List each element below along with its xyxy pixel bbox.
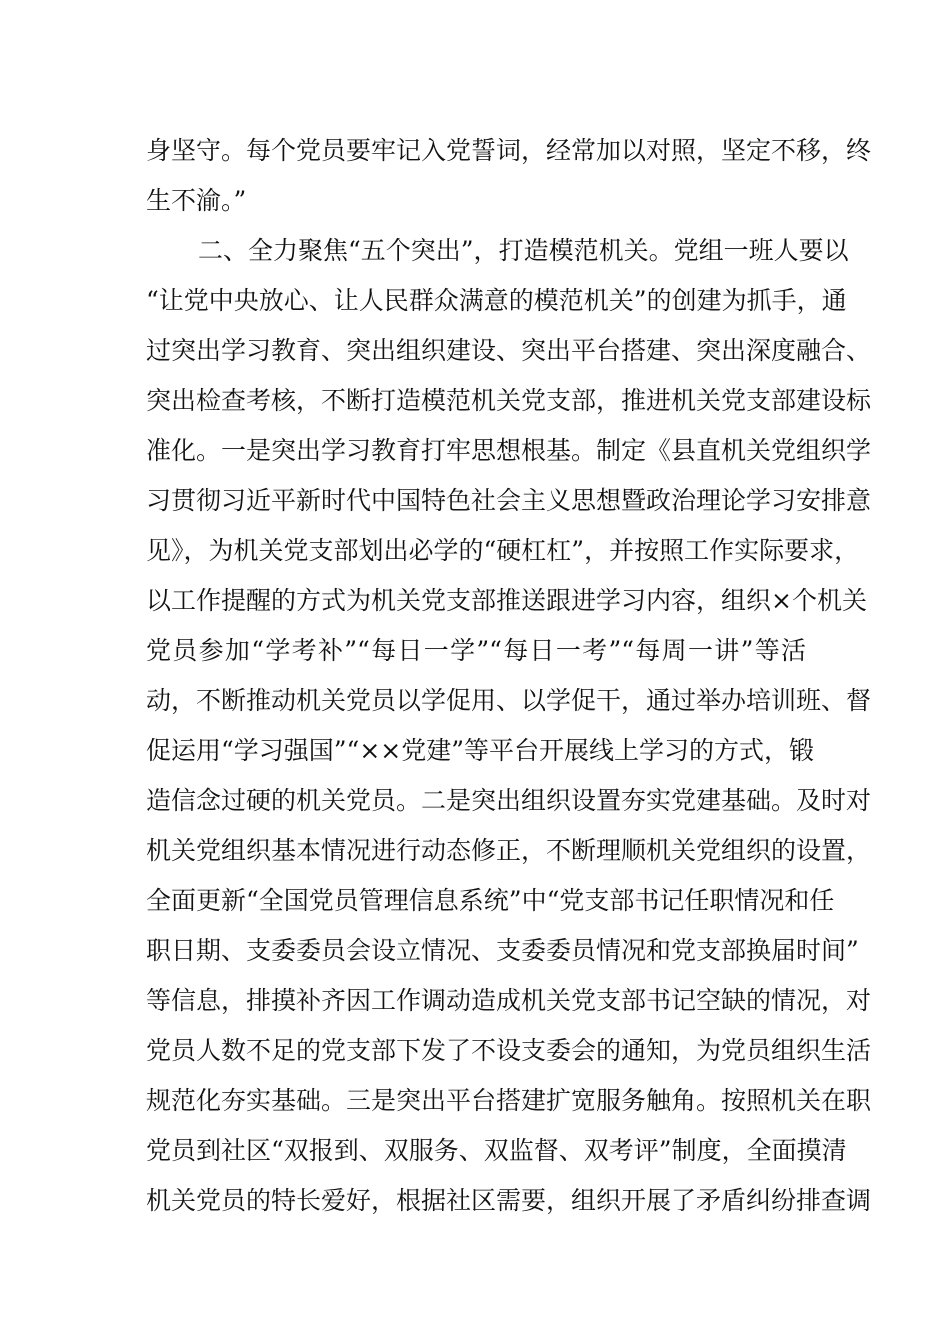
text-line: 见》，为机关党支部划出必学的“硬杠杠”，并按照工作实际要求， xyxy=(146,536,860,565)
text-line: 党员参加“学考补”“每日一学”“每日一考”“每周一讲”等活 xyxy=(146,636,806,665)
text-line: 机关党组织基本情况进行动态修正，不断理顺机关党组织的设置， xyxy=(146,836,872,865)
text-line: 准化。一是突出学习教育打牢思想根基。制定《县直机关党组织学 xyxy=(146,436,872,465)
text-line: 动，不断推动机关党员以学促用、以学促干，通过举办培训班、督 xyxy=(146,686,872,715)
text-line: 突出检查考核，不断打造模范机关党支部，推进机关党支部建设标 xyxy=(146,386,872,415)
text-line: 机关党员的特长爱好，根据社区需要，组织开展了矛盾纠纷排查调 xyxy=(146,1186,872,1215)
text-line: 过突出学习教育、突出组织建设、突出平台搭建、突出深度融合、 xyxy=(146,336,872,365)
text-line: 促运用“学习强国”“××党建”等平台开展线上学习的方式，锻 xyxy=(146,736,815,765)
text-line: 全面更新“全国党员管理信息系统”中“党支部书记任职情况和任 xyxy=(146,886,835,915)
text-line: 造信念过硬的机关党员。二是突出组织设置夯实党建基础。及时对 xyxy=(146,786,872,815)
text-line: 生不渝。” xyxy=(146,186,247,215)
paragraph-first-line: 二、全力聚焦“五个突出”，打造模范机关。党组一班人要以 xyxy=(198,236,849,265)
text-line: 习贯彻习近平新时代中国特色社会主义思想暨政治理论学习安排意 xyxy=(146,486,872,515)
body-text xyxy=(146,126,872,1226)
text-line: 党员人数不足的党支部下发了不设支委会的通知，为党员组织生活 xyxy=(146,1036,872,1065)
text-line: 以工作提醒的方式为机关党支部推送跟进学习内容，组织×个机关 xyxy=(146,586,867,615)
text-line: “让党中央放心、让人民群众满意的模范机关”的创建为抓手，通 xyxy=(146,286,847,315)
text-line: 规范化夯实基础。三是突出平台搭建扩宽服务触角。按照机关在职 xyxy=(146,1086,872,1115)
text-line: 职日期、支委委员会设立情况、支委委员情况和党支部换届时间” xyxy=(146,936,859,965)
text-line: 等信息，排摸补齐因工作调动造成机关党支部书记空缺的情况，对 xyxy=(146,986,872,1015)
text-line: 党员到社区“双报到、双服务、双监督、双考评”制度，全面摸清 xyxy=(146,1136,847,1165)
text-line: 身坚守。每个党员要牢记入党誓词，经常加以对照，坚定不移，终 xyxy=(146,136,872,165)
